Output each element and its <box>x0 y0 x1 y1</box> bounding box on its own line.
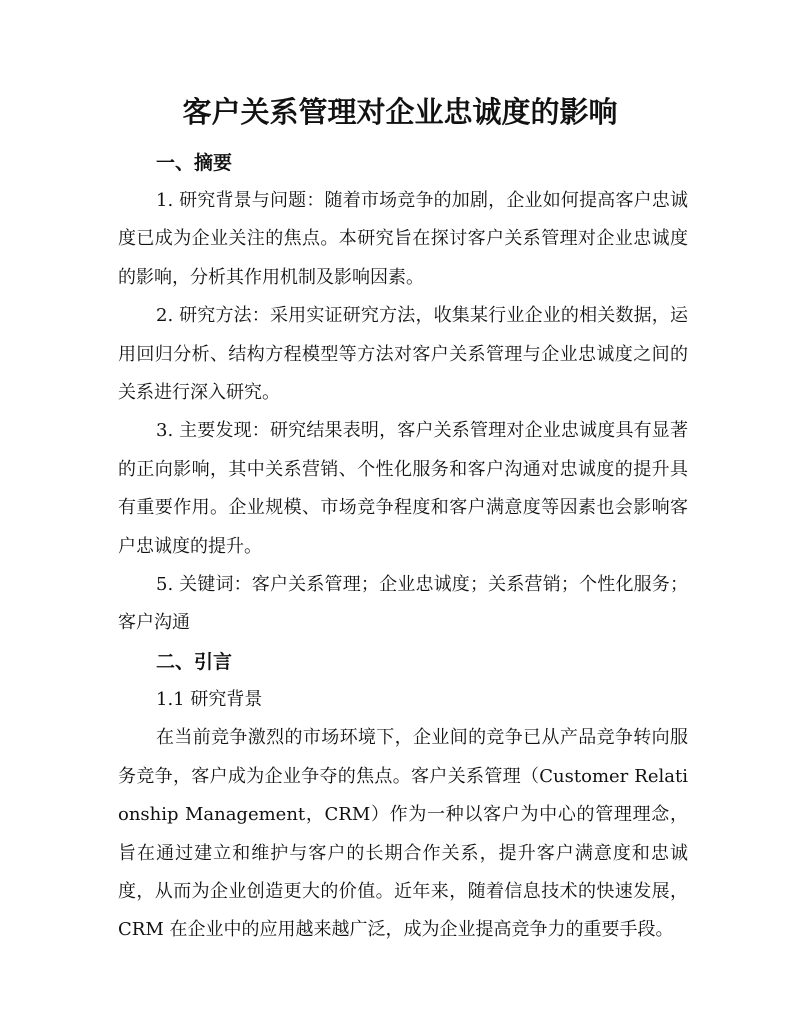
document-body <box>118 144 688 950</box>
abstract-item-background: 1. 研究背景与问题：随着市场竞争的加剧，企业如何提高客户忠诚度已成为企业关注的焦点。本研究旨在探讨客户关系管理对企业忠诚度的影响，分析其作用机制及影响因素。 <box>118 190 688 288</box>
abstract-section <box>118 144 688 643</box>
abstract-heading: 一、摘要 <box>156 152 233 174</box>
abstract-item-keywords: 5. 关键词：客户关系管理；企业忠诚度；关系营销；个性化服务；客户沟通 <box>118 574 688 634</box>
introduction-heading: 二、引言 <box>156 650 233 673</box>
research-background-subheading: 1.1 研究背景 <box>156 688 263 710</box>
abstract-item-method: 2. 研究方法：采用实证研究方法，收集某行业企业的相关数据，运用回归分析、结构方程模型等方法对客户关系管理与企业忠诚度之间的关系进行深入研究。 <box>118 305 688 404</box>
introduction-section <box>118 643 688 950</box>
research-background-paragraph: 在当前竞争激烈的市场环境下，企业间的竞争已从产品竞争转向服务竞争，客户成为企业争夺的焦点。客户关系管理（Customer Relationship Management，CRM）作为一种以客户为中心的管理理念，旨在通过建立和维护与客户的长期合作关系，提升客户满意度和忠诚度，从而为企业创造更大的价值。近年来，随着信息技术的快速发展，CRM 在企业中的应用越来越广泛，成为企业提高竞争力的重要手段。 <box>118 727 688 941</box>
abstract-item-findings: 3. 主要发现：研究结果表明，客户关系管理对企业忠诚度具有显著的正向影响，其中关系营销、个性化服务和客户沟通对忠诚度的提升具有重要作用。企业规模、市场竞争程度和客户满意度等因素也会影响客户忠诚度的提升。 <box>118 420 688 557</box>
document-title: 客户关系管理对企业忠诚度的影响 <box>182 95 618 129</box>
